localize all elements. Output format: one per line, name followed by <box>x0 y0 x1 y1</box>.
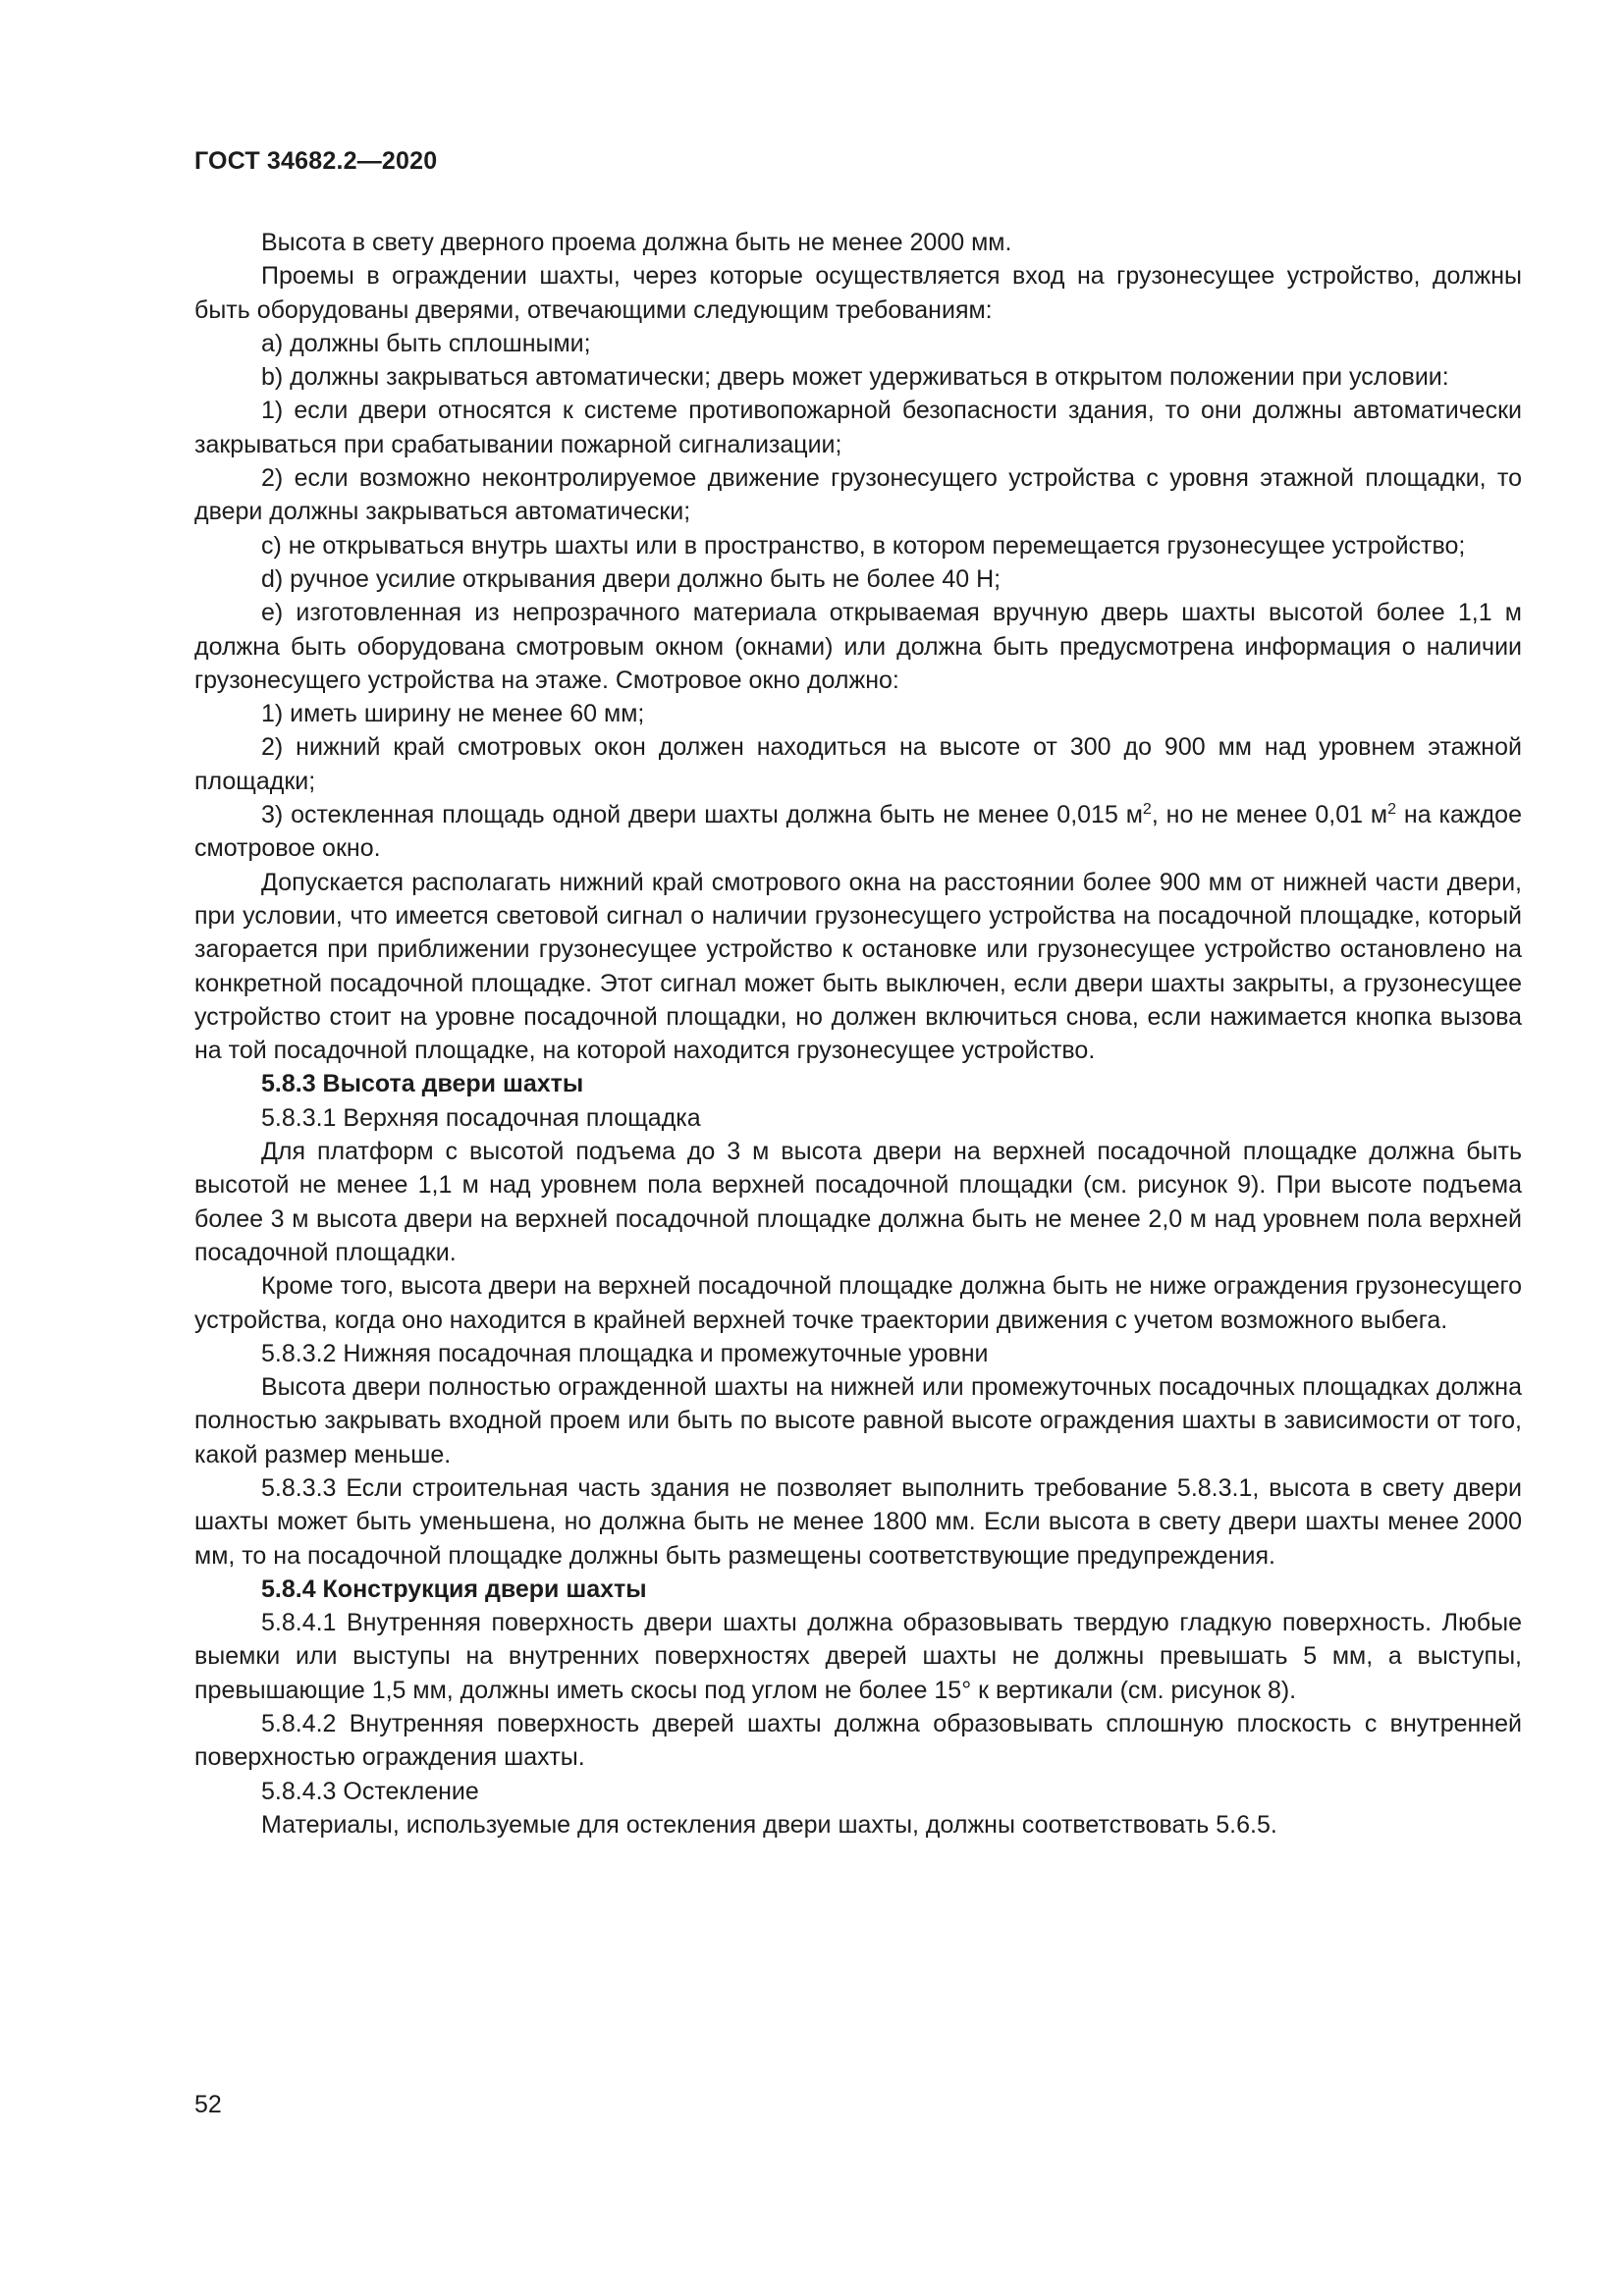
list-item: 1) если двери относятся к системе противопожарной безопасности здания, то они должны автоматически закрываться при срабатывании пожарной сигнализации; <box>194 397 1522 458</box>
section-heading-5-8-3: 5.8.3 Высота двери шахты <box>261 1070 584 1098</box>
section-heading-5-8-4: 5.8.4 Конструкция двери шахты <box>261 1575 647 1603</box>
list-item: d) ручное усилие открывания двери должно быть не более 40 Н; <box>261 564 1001 593</box>
text-run: 3) остекленная площадь одной двери шахты должна быть не менее 0,015 м <box>261 801 1143 829</box>
list-item: e) изготовленная из непрозрачного материала открываемая вручную дверь шахты высотой более 1,1 м должна быть оборудована смотровым окном (окнами) или должна быть предусмотрена информация о наличии грузонесущего устройства на этаже. Смотровое окно должно: <box>194 599 1522 694</box>
paragraph: Допускается располагать нижний край смотрового окна на расстоянии более 900 мм от нижней части двери, при условии, что имеется световой сигнал о наличии грузонесущего устройства на посадочной площадке, который загорается при приближении грузонесущее устройство к остановке или грузонесущее устройство остановлено на конкретной посадочной площадке. Этот сигнал может быть выключен, если двери шахты закрыты, а грузонесущее устройство стоит на уровне посадочной площадки, но должен включиться снова, если нажимается кнопка вызова на той посадочной площадке, на которой находится грузонесущее устройство. <box>194 868 1522 1065</box>
list-item: c) не открываться внутрь шахты или в пространство, в котором перемещается грузонесущее устройство; <box>261 531 1466 560</box>
page-number: 52 <box>194 2091 222 2118</box>
document-body <box>194 226 1522 1842</box>
paragraph: Для платформ с высотой подъема до 3 м высота двери на верхней посадочной площадке должна быть высотой не менее 1,1 м над уровнем пола верхней посадочной площадки (см. рисунок 9). При высоте подъема более 3 м высота двери на верхней посадочной площадке должна быть не менее 2,0 м над уровнем пола верхней посадочной площадки. <box>194 1138 1522 1266</box>
subsection-heading: 5.8.4.3 Остекление <box>261 1777 479 1805</box>
list-item: 2) если возможно неконтролируемое движение грузонесущего устройства с уровня этажной площадки, то двери должны закрываться автоматически; <box>194 464 1522 526</box>
paragraph: Материалы, используемые для остекления двери шахты, должны соответствовать 5.6.5. <box>261 1810 1277 1839</box>
subsection-heading: 5.8.3.2 Нижняя посадочная площадка и промежуточные уровни <box>261 1339 989 1367</box>
superscript: 2 <box>1142 801 1152 819</box>
list-item: 1) иметь ширину не менее 60 мм; <box>261 700 645 728</box>
list-item: a) должны быть сплошными; <box>261 329 591 357</box>
list-item-area <box>194 798 1522 866</box>
list-item: b) должны закрываться автоматически; дверь может удерживаться в открытом положении при условии: <box>261 363 1449 392</box>
paragraph: Высота в свету дверного проема должна быть не менее 2000 мм. <box>261 229 1012 256</box>
paragraph: Проемы в ограждении шахты, через которые осуществляется вход на грузонесущее устройство, должны быть оборудованы дверями, отвечающими следующим требованиям: <box>194 262 1522 324</box>
text-run: , но не менее 0,01 м <box>1151 801 1388 829</box>
paragraph: Кроме того, высота двери на верхней посадочной площадке должна быть не ниже ограждения грузонесущего устройства, когда оно находится в крайней верхней точке траектории движения с учетом возможного выбега. <box>194 1272 1522 1334</box>
subsection-heading: 5.8.3.1 Верхняя посадочная площадка <box>261 1103 701 1132</box>
text-run: на каждое смотровое окно. <box>194 801 1522 863</box>
document-header: ГОСТ 34682.2—2020 <box>194 147 438 175</box>
paragraph: Высота двери полностью огражденной шахты на нижней или промежуточных посадочных площадках должна полностью закрывать входной проем или быть по высоте равной высоте ограждения шахты в зависимости от того, какой размер меньше. <box>194 1373 1522 1468</box>
paragraph: 5.8.4.2 Внутренняя поверхность дверей шахты должна образовывать сплошную плоскость с внутренней поверхностью ограждения шахты. <box>194 1710 1522 1772</box>
paragraph: 5.8.4.1 Внутренняя поверхность двери шахты должна образовывать твердую гладкую поверхность. Любые выемки или выступы на внутренних поверхностях дверей шахты не должны превышать 5 мм, а выступы, превышающие 1,5 мм, должны иметь скосы под углом не более 15° к вертикали (см. рисунок 8). <box>194 1609 1522 1704</box>
superscript: 2 <box>1387 801 1397 819</box>
paragraph: 5.8.3.3 Если строительная часть здания не позволяет выполнить требование 5.8.3.1, высота в свету двери шахты может быть уменьшена, но должна быть не менее 1800 мм. Если высота в свету двери шахты менее 2000 мм, то на посадочной площадке должны быть размещены соответствующие предупреждения. <box>194 1473 1522 1570</box>
list-item: 2) нижний край смотровых окон должен находиться на высоте от 300 до 900 мм над уровнем этажной площадки; <box>194 733 1522 795</box>
